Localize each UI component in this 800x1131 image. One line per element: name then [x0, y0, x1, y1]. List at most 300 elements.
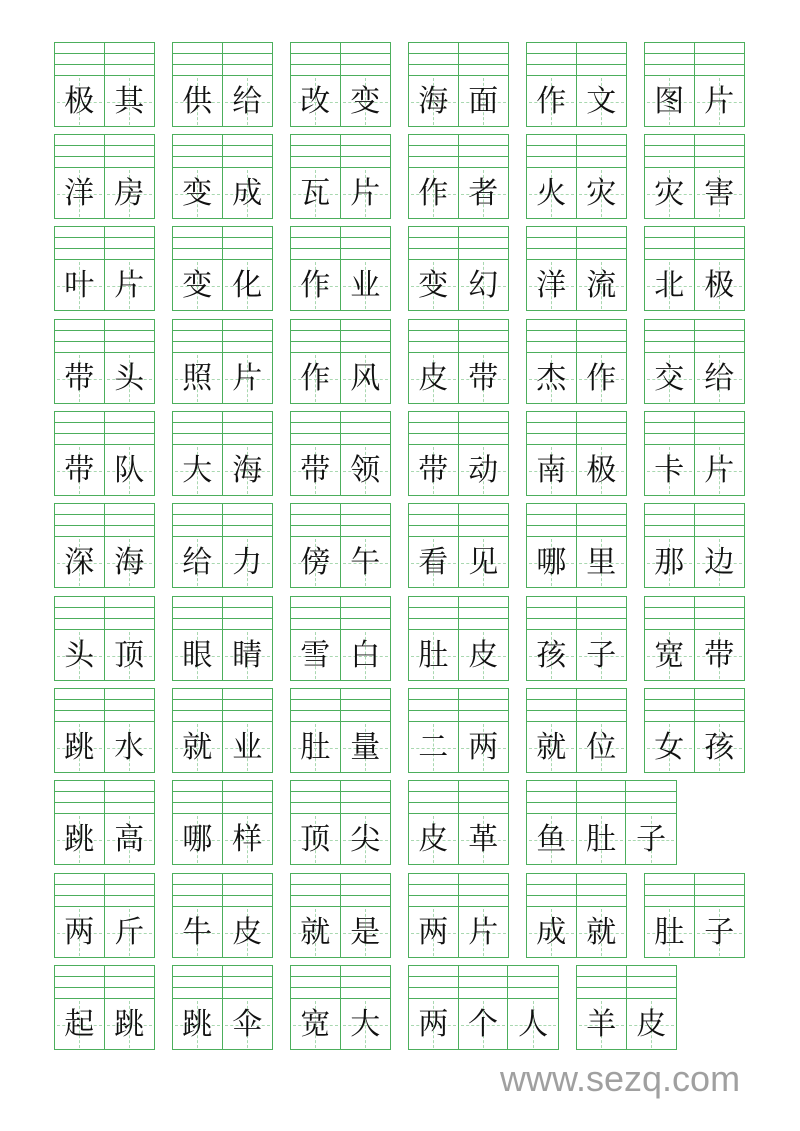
pinyin-lines [459, 320, 509, 353]
character-cell [223, 412, 273, 495]
hanzi-square [291, 537, 340, 588]
hanzi-character: 带 [64, 360, 95, 396]
hanzi-character: 白 [350, 637, 381, 673]
pinyin-line [55, 433, 104, 434]
word-box [408, 596, 509, 681]
hanzi-character: 皮 [418, 821, 449, 857]
pinyin-line [577, 514, 627, 515]
pinyin-lines [55, 504, 104, 537]
hanzi-character: 肚 [586, 821, 616, 857]
character-cell [105, 135, 155, 218]
pinyin-lines [223, 689, 273, 722]
pinyin-lines [695, 227, 745, 260]
pinyin-line [341, 64, 391, 65]
pinyin-lines [55, 781, 104, 814]
hanzi-square [223, 722, 273, 773]
pinyin-line [527, 248, 576, 249]
pinyin-line [459, 64, 509, 65]
hanzi-square [459, 353, 509, 404]
pinyin-line [627, 976, 677, 977]
hanzi-square [173, 445, 222, 496]
hanzi-square [645, 907, 694, 958]
hanzi-character: 皮 [636, 1006, 667, 1042]
pinyin-lines [173, 227, 222, 260]
pinyin-line [291, 710, 340, 711]
hanzi-square [409, 260, 458, 311]
pinyin-line [459, 433, 509, 434]
character-cell [341, 135, 391, 218]
pinyin-line [695, 514, 745, 515]
pinyin-line [173, 237, 222, 238]
pinyin-line [223, 895, 273, 896]
hanzi-character: 量 [350, 729, 381, 765]
pinyin-line [695, 607, 745, 608]
hanzi-character: 变 [182, 175, 213, 211]
pinyin-line [341, 156, 391, 157]
pinyin-lines [527, 781, 576, 814]
hanzi-square [577, 722, 627, 773]
character-cell [105, 504, 155, 587]
pinyin-line [341, 802, 391, 803]
hanzi-character: 作 [536, 83, 567, 119]
character-cell [459, 689, 509, 772]
hanzi-character: 变 [350, 83, 381, 119]
hanzi-character: 人 [518, 1006, 549, 1042]
character-cell [577, 689, 627, 772]
hanzi-square [695, 722, 745, 773]
pinyin-line [341, 618, 391, 619]
hanzi-character: 业 [232, 729, 263, 765]
hanzi-square [527, 76, 576, 127]
character-cell [291, 689, 341, 772]
pinyin-line [695, 248, 745, 249]
hanzi-square [409, 630, 458, 681]
character-cell [409, 689, 459, 772]
pinyin-lines [459, 874, 509, 907]
pinyin-lines [173, 597, 222, 630]
pinyin-line [508, 987, 558, 988]
pinyin-line [577, 341, 627, 342]
character-cell [695, 874, 745, 957]
pinyin-line [527, 710, 576, 711]
pinyin-line [105, 248, 155, 249]
pinyin-lines [173, 320, 222, 353]
pinyin-lines [105, 597, 155, 630]
word-box [172, 503, 273, 588]
hanzi-square [105, 722, 155, 773]
pinyin-line [55, 525, 104, 526]
hanzi-square [105, 999, 155, 1050]
pinyin-line [291, 987, 340, 988]
pinyin-line [645, 884, 694, 885]
word-box [408, 965, 559, 1050]
hanzi-square [291, 76, 340, 127]
hanzi-character: 带 [418, 452, 449, 488]
character-cell [105, 43, 155, 126]
pinyin-line [223, 884, 273, 885]
pinyin-lines [577, 781, 626, 814]
character-cell [577, 504, 627, 587]
pinyin-line [645, 607, 694, 608]
character-cell [459, 966, 509, 1049]
hanzi-character: 看 [418, 544, 449, 580]
pinyin-lines [695, 43, 745, 76]
pinyin-lines [223, 412, 273, 445]
character-cell [223, 781, 273, 864]
word-box [526, 688, 627, 773]
hanzi-square [291, 260, 340, 311]
character-cell [55, 689, 105, 772]
character-cell [341, 689, 391, 772]
hanzi-character: 眼 [182, 637, 213, 673]
character-cell [223, 43, 273, 126]
hanzi-square [409, 537, 458, 588]
word-box [290, 503, 391, 588]
pinyin-lines [55, 135, 104, 168]
pinyin-line [627, 987, 677, 988]
word-box [526, 319, 627, 404]
word-box [526, 873, 627, 958]
character-cell [173, 597, 223, 680]
character-cell [459, 320, 509, 403]
pinyin-line [645, 341, 694, 342]
hanzi-square [223, 353, 273, 404]
word-box [644, 226, 745, 311]
hanzi-character: 皮 [468, 637, 499, 673]
word-box [644, 411, 745, 496]
pinyin-lines [291, 874, 340, 907]
hanzi-square [626, 814, 676, 865]
pinyin-line [527, 895, 576, 896]
hanzi-character: 灾 [654, 175, 685, 211]
pinyin-line [291, 422, 340, 423]
hanzi-character: 跳 [114, 1006, 145, 1042]
word-box [54, 965, 155, 1050]
character-cell [527, 43, 577, 126]
pinyin-line [291, 248, 340, 249]
pinyin-line [459, 145, 509, 146]
pinyin-lines [291, 504, 340, 537]
hanzi-square [55, 260, 104, 311]
hanzi-character: 皮 [418, 360, 449, 396]
pinyin-line [341, 514, 391, 515]
pinyin-line [409, 237, 458, 238]
pinyin-lines [409, 227, 458, 260]
word-box [290, 226, 391, 311]
pinyin-lines [527, 412, 576, 445]
character-cell [55, 135, 105, 218]
character-cell [291, 135, 341, 218]
pinyin-lines [645, 412, 694, 445]
pinyin-lines [223, 227, 273, 260]
hanzi-square [173, 76, 222, 127]
pinyin-line [341, 607, 391, 608]
hanzi-square [291, 630, 340, 681]
pinyin-line [223, 791, 273, 792]
pinyin-lines [577, 43, 627, 76]
pinyin-line [291, 433, 340, 434]
character-cell [695, 43, 745, 126]
hanzi-character: 样 [232, 821, 263, 857]
hanzi-square [55, 630, 104, 681]
hanzi-character: 幻 [468, 267, 499, 303]
pinyin-line [577, 422, 627, 423]
hanzi-square [223, 537, 273, 588]
pinyin-line [173, 64, 222, 65]
pinyin-line [459, 341, 509, 342]
pinyin-lines [173, 504, 222, 537]
word-box [408, 688, 509, 773]
hanzi-character: 叶 [64, 267, 95, 303]
character-cell [645, 504, 695, 587]
word-box [644, 319, 745, 404]
pinyin-line [577, 710, 627, 711]
hanzi-character: 头 [114, 360, 145, 396]
pinyin-line [527, 145, 576, 146]
hanzi-square [55, 445, 104, 496]
pinyin-line [223, 156, 273, 157]
pinyin-lines [459, 135, 509, 168]
pinyin-line [409, 699, 458, 700]
hanzi-character: 子 [704, 914, 735, 950]
pinyin-lines [459, 412, 509, 445]
pinyin-line [577, 607, 627, 608]
pinyin-lines [341, 43, 391, 76]
hanzi-character: 睛 [232, 637, 263, 673]
character-cell [173, 966, 223, 1049]
word-box [172, 411, 273, 496]
pinyin-line [223, 514, 273, 515]
pinyin-line [459, 514, 509, 515]
hanzi-square [173, 353, 222, 404]
character-cell [695, 504, 745, 587]
hanzi-character: 里 [586, 544, 617, 580]
pinyin-line [459, 895, 509, 896]
pinyin-line [577, 525, 627, 526]
hanzi-character: 午 [350, 544, 381, 580]
pinyin-lines [459, 781, 509, 814]
pinyin-lines [291, 43, 340, 76]
hanzi-character: 鱼 [536, 821, 567, 857]
pinyin-line [105, 987, 155, 988]
hanzi-character: 就 [182, 729, 213, 765]
pinyin-line [409, 514, 458, 515]
hanzi-character: 革 [468, 821, 499, 857]
pinyin-lines [223, 874, 273, 907]
pinyin-line [626, 802, 676, 803]
character-cell [55, 781, 105, 864]
pinyin-line [409, 330, 458, 331]
pinyin-line [409, 987, 458, 988]
word-box [54, 780, 155, 865]
pinyin-lines [341, 227, 391, 260]
pinyin-lines [645, 227, 694, 260]
pinyin-line [645, 248, 694, 249]
pinyin-line [409, 53, 458, 54]
pinyin-line [173, 156, 222, 157]
pinyin-lines [645, 504, 694, 537]
character-cell [695, 320, 745, 403]
hanzi-character: 片 [114, 267, 145, 303]
pinyin-line [409, 607, 458, 608]
character-cell [645, 227, 695, 310]
pinyin-line [409, 341, 458, 342]
hanzi-square [55, 999, 104, 1050]
pinyin-line [459, 987, 508, 988]
word-box [54, 873, 155, 958]
word-box [644, 134, 745, 219]
pinyin-line [409, 618, 458, 619]
pinyin-lines [577, 320, 627, 353]
pinyin-line [55, 514, 104, 515]
hanzi-character: 跳 [182, 1006, 213, 1042]
hanzi-square [105, 537, 155, 588]
hanzi-square [527, 907, 576, 958]
hanzi-square [695, 630, 745, 681]
word-box [408, 319, 509, 404]
pinyin-lines [223, 781, 273, 814]
hanzi-square [459, 445, 509, 496]
hanzi-character: 极 [586, 452, 617, 488]
hanzi-character: 雪 [300, 637, 331, 673]
hanzi-character: 子 [586, 637, 617, 673]
character-cell [55, 320, 105, 403]
pinyin-line [55, 607, 104, 608]
hanzi-character: 牛 [182, 914, 213, 950]
pinyin-line [527, 699, 576, 700]
pinyin-lines [341, 412, 391, 445]
pinyin-lines [223, 966, 273, 999]
hanzi-character: 两 [468, 729, 499, 765]
hanzi-character: 头 [64, 637, 95, 673]
pinyin-line [409, 145, 458, 146]
character-cell [341, 320, 391, 403]
pinyin-line [459, 699, 509, 700]
hanzi-square [341, 445, 391, 496]
hanzi-character: 海 [114, 544, 145, 580]
pinyin-lines [695, 597, 745, 630]
pinyin-lines [409, 597, 458, 630]
pinyin-line [223, 341, 273, 342]
hanzi-square [577, 537, 627, 588]
hanzi-square [409, 907, 458, 958]
hanzi-character: 二 [418, 729, 449, 765]
pinyin-line [55, 699, 104, 700]
pinyin-line [459, 248, 509, 249]
pinyin-line [105, 64, 155, 65]
hanzi-character: 是 [350, 914, 381, 950]
pinyin-line [459, 710, 509, 711]
hanzi-square [55, 814, 104, 865]
hanzi-square [291, 353, 340, 404]
pinyin-line [173, 422, 222, 423]
hanzi-character: 女 [654, 729, 685, 765]
pinyin-lines [695, 874, 745, 907]
watermark-text: www.sezq.com [500, 1058, 741, 1099]
word-box [290, 134, 391, 219]
hanzi-square [341, 722, 391, 773]
hanzi-square [577, 630, 627, 681]
character-cell [223, 966, 273, 1049]
pinyin-line [459, 422, 509, 423]
hanzi-square [645, 537, 694, 588]
character-cell [173, 874, 223, 957]
pinyin-line [645, 433, 694, 434]
pinyin-line [55, 791, 104, 792]
character-cell [105, 227, 155, 310]
pinyin-lines [105, 874, 155, 907]
hanzi-character: 宽 [300, 1006, 331, 1042]
pinyin-line [105, 791, 155, 792]
character-cell [55, 43, 105, 126]
pinyin-line [409, 884, 458, 885]
pinyin-line [577, 987, 626, 988]
hanzi-character: 子 [636, 821, 667, 857]
hanzi-character: 改 [300, 83, 331, 119]
character-cell [291, 227, 341, 310]
pinyin-line [645, 895, 694, 896]
pinyin-line [645, 53, 694, 54]
hanzi-square [105, 168, 155, 219]
pinyin-lines [645, 320, 694, 353]
word-box [526, 780, 677, 865]
hanzi-character: 成 [232, 175, 263, 211]
pinyin-line [341, 145, 391, 146]
character-cell [291, 412, 341, 495]
hanzi-character: 队 [114, 452, 145, 488]
pinyin-line [173, 330, 222, 331]
hanzi-character: 作 [300, 360, 331, 396]
character-cell [173, 320, 223, 403]
pinyin-lines [223, 597, 273, 630]
word-box [408, 226, 509, 311]
hanzi-square [341, 999, 391, 1050]
pinyin-line [409, 156, 458, 157]
character-cell [527, 781, 577, 864]
pinyin-line [105, 53, 155, 54]
hanzi-character: 火 [536, 175, 567, 211]
pinyin-lines [341, 597, 391, 630]
pinyin-line [645, 330, 694, 331]
pinyin-line [695, 710, 745, 711]
hanzi-character: 位 [586, 729, 617, 765]
pinyin-line [105, 895, 155, 896]
hanzi-square [341, 537, 391, 588]
pinyin-lines [105, 227, 155, 260]
hanzi-character: 皮 [232, 914, 263, 950]
hanzi-character: 带 [468, 360, 499, 396]
pinyin-line [105, 607, 155, 608]
word-box [172, 965, 273, 1050]
character-cell [105, 966, 155, 1049]
hanzi-square [459, 630, 509, 681]
pinyin-line [341, 53, 391, 54]
pinyin-lines [577, 874, 627, 907]
pinyin-line [645, 525, 694, 526]
pinyin-line [173, 53, 222, 54]
character-cell [105, 781, 155, 864]
hanzi-character: 两 [418, 1006, 449, 1042]
character-cell [409, 43, 459, 126]
hanzi-character: 见 [468, 544, 499, 580]
pinyin-line [105, 341, 155, 342]
hanzi-square [105, 907, 155, 958]
character-cell [173, 504, 223, 587]
hanzi-square [291, 168, 340, 219]
pinyin-line [291, 607, 340, 608]
character-cell [291, 966, 341, 1049]
character-cell [173, 412, 223, 495]
